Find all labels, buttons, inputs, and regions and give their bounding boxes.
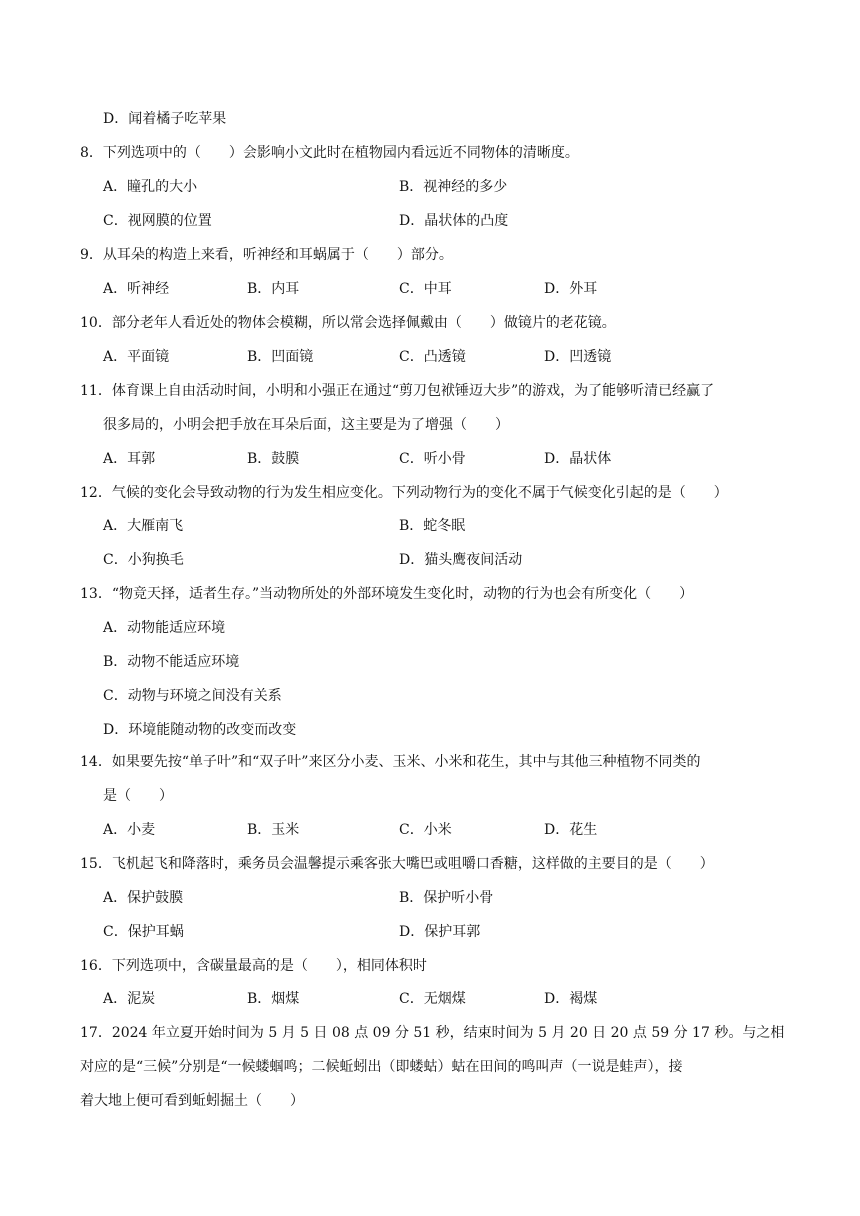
q13-stem: 13．“物竞天择，适者生存。”当动物所处的外部环境发生变化时，动物的行为也会有所变化（ ） — [80, 586, 694, 602]
q15-option-a: A．保护鼓膜 — [103, 890, 184, 906]
q17-stem-line3: 着大地上便可看到蚯蚓掘土（ ） — [80, 1093, 304, 1109]
q17-stem-line1: 17．2024 年立夏开始时间为 5 月 5 日 08 点 09 分 51 秒，结束时间为 5 月 20 日 20 点 59 分 17 秒。与之相 — [80, 1025, 785, 1041]
q10-option-c: C．凸透镜 — [399, 349, 466, 365]
q12-option-a: A．大雁南飞 — [103, 518, 184, 534]
q9-option-b: B．内耳 — [247, 281, 300, 297]
q8-option-a: A．瞳孔的大小 — [103, 179, 198, 195]
q12-option-b: B．蛇冬眠 — [399, 518, 466, 534]
q12-stem: 12．气候的变化会导致动物的行为发生相应变化。下列动物行为的变化不属于气候变化引起的是（ ） — [80, 485, 728, 501]
q16-option-d: D．褐煤 — [544, 991, 598, 1007]
q15-stem: 15．飞机起飞和降落时，乘务员会温馨提示乘客张大嘴巴或咀嚼口香糖，这样做的主要目的是（ ） — [80, 856, 714, 872]
q14-option-c: C．小米 — [399, 822, 452, 838]
q9-option-c: C．中耳 — [399, 281, 452, 297]
q11-stem-line1: 11．体育课上自由活动时间，小明和小强正在通过“剪刀包袱锤迈大步”的游戏，为了能够听清已经赢了 — [80, 383, 715, 399]
q10-option-a: A．平面镜 — [103, 349, 170, 365]
q11-option-b: B．鼓膜 — [247, 451, 300, 467]
q11-option-d: D．晶状体 — [544, 451, 612, 467]
q14-option-a: A．小麦 — [103, 822, 156, 838]
q16-option-b: B．烟煤 — [247, 991, 300, 1007]
q11-stem-line2: 很多局的，小明会把手放在耳朵后面，这主要是为了增强（ ） — [103, 417, 509, 433]
q10-stem: 10．部分老年人看近处的物体会模糊，所以常会选择佩戴由（ ）做镜片的老花镜。 — [80, 315, 616, 331]
q12-option-d: D．猫头鹰夜间活动 — [399, 552, 523, 568]
q13-option-d: D．环境能随动物的改变而改变 — [103, 722, 297, 738]
q13-option-c: C．动物与环境之间没有关系 — [103, 688, 282, 704]
q15-option-d: D．保护耳郭 — [399, 924, 481, 940]
q7-option-d: D．闻着橘子吃苹果 — [103, 111, 227, 127]
q8-option-c: C．视网膜的位置 — [103, 213, 212, 229]
q14-stem-line2: 是（ ） — [103, 788, 173, 804]
q14-stem-line1: 14．如果要先按“单子叶”和“双子叶”来区分小麦、玉米、小米和花生，其中与其他三种植物不同类的 — [80, 754, 701, 770]
q9-option-d: D．外耳 — [544, 281, 598, 297]
q17-stem-line2: 对应的是“三候”分别是“一候蝼蝈鸣；二候蚯蚓出（即蝼蛄）蛄在田间的鸣叫声（一说是蛙声），接 — [80, 1059, 683, 1075]
q13-option-b: B．动物不能适应环境 — [103, 654, 240, 670]
q16-option-c: C．无烟煤 — [399, 991, 466, 1007]
q11-option-c: C．听小骨 — [399, 451, 466, 467]
q15-option-c: C．保护耳蜗 — [103, 924, 184, 940]
q12-option-c: C．小狗换毛 — [103, 552, 184, 568]
q14-option-b: B．玉米 — [247, 822, 300, 838]
q11-option-a: A．耳郭 — [103, 451, 156, 467]
q15-option-b: B．保护听小骨 — [399, 890, 494, 906]
q16-option-a: A．泥炭 — [103, 991, 156, 1007]
q8-option-b: B．视神经的多少 — [399, 179, 508, 195]
q10-option-b: B．凹面镜 — [247, 349, 314, 365]
q10-option-d: D．凹透镜 — [544, 349, 612, 365]
q16-stem: 16．下列选项中，含碳量最高的是（ ），相同体积时 — [80, 958, 427, 974]
q14-option-d: D．花生 — [544, 822, 598, 838]
q9-option-a: A．听神经 — [103, 281, 170, 297]
q9-stem: 9．从耳朵的构造上来看，听神经和耳蜗属于（ ）部分。 — [80, 247, 453, 263]
q8-stem: 8．下列选项中的（ ）会影响小文此时在植物园内看远近不同物体的清晰度。 — [80, 145, 579, 161]
q8-option-d: D．晶状体的凸度 — [399, 213, 509, 229]
q13-option-a: A．动物能适应环境 — [103, 620, 226, 636]
